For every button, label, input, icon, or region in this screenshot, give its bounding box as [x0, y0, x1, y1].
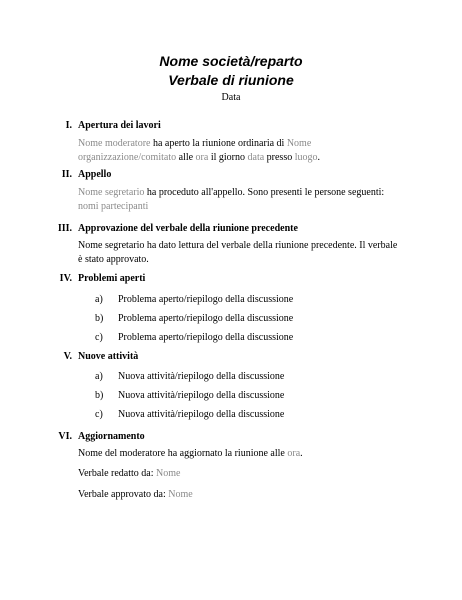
list-text: Problema aperto/riepilogo della discussione: [118, 313, 294, 324]
list-letter: a): [95, 294, 103, 305]
list-letter: b): [95, 313, 104, 324]
document-title: Verbale di riunione: [168, 72, 294, 88]
approved-by-label: Verbale approvato da:: [78, 489, 169, 500]
section-number: IV.: [59, 273, 72, 284]
list-text: Nuova attività/riepilogo della discussione: [118, 371, 285, 382]
section-number: II.: [61, 169, 72, 180]
text-run: Nome del moderatore ha aggiornato la riunione alle: [78, 448, 288, 459]
drafted-by-line: [78, 467, 400, 481]
list-text: Nuova attività/riepilogo della discussione: [118, 409, 285, 420]
placeholder-name: Nome: [156, 468, 181, 479]
section-title: Nuove attività: [78, 351, 139, 362]
section-2-paragraph: [78, 186, 400, 214]
list-letter: b): [95, 390, 104, 401]
list-letter: c): [95, 332, 103, 343]
list-text: Problema aperto/riepilogo della discussione: [118, 332, 294, 343]
section-number: III.: [57, 223, 72, 234]
list-letter: a): [95, 371, 103, 382]
section-title: Aggiornamento: [78, 431, 145, 442]
text-run: alle: [176, 152, 196, 163]
section-title: Appello: [78, 169, 112, 180]
approved-by-line: [78, 488, 400, 502]
company-name: Nome società/reparto: [159, 53, 303, 69]
list-text: Problema aperto/riepilogo della discussione: [118, 294, 294, 305]
placeholder-organization: Nome organizzazione/comitato: [78, 138, 312, 163]
placeholder-place: luogo: [294, 152, 318, 163]
placeholder-participants: nomi partecipanti: [78, 201, 149, 212]
placeholder-name: Nome: [168, 489, 193, 500]
list-text: Nuova attività/riepilogo della discussione: [118, 390, 285, 401]
section-3-paragraph: Nome segretario ha dato lettura del verbale della riunione precedente. Il verbale è stato approvato.: [78, 240, 398, 265]
placeholder-moderator: Nome moderatore: [78, 138, 151, 149]
placeholder-time: ora: [195, 152, 209, 163]
section-number: V.: [63, 351, 72, 362]
section-title: Approvazione del verbale della riunione precedente: [78, 223, 298, 234]
drafted-by-label: Verbale redatto da:: [78, 468, 157, 479]
section-number: VI.: [58, 431, 72, 442]
document-date: Data: [221, 92, 241, 103]
adjourn-line: [78, 447, 400, 461]
placeholder-date: data: [247, 152, 265, 163]
text-run: ha aperto la riunione ordinaria di: [150, 138, 287, 149]
section-title: Apertura dei lavori: [78, 120, 161, 131]
section-number: I.: [65, 120, 72, 131]
text-run: .: [317, 152, 320, 163]
list-letter: c): [95, 409, 103, 420]
text-run: ha proceduto all'appello. Sono presenti le persone seguenti:: [144, 187, 385, 198]
placeholder-time: ora: [287, 448, 301, 459]
text-run: presso: [264, 152, 295, 163]
text-run: il giorno: [208, 152, 248, 163]
section-title: Problemi aperti: [78, 273, 146, 284]
placeholder-secretary: Nome segretario: [78, 187, 145, 198]
text-run: .: [300, 448, 303, 459]
section-1-paragraph: [78, 137, 400, 165]
